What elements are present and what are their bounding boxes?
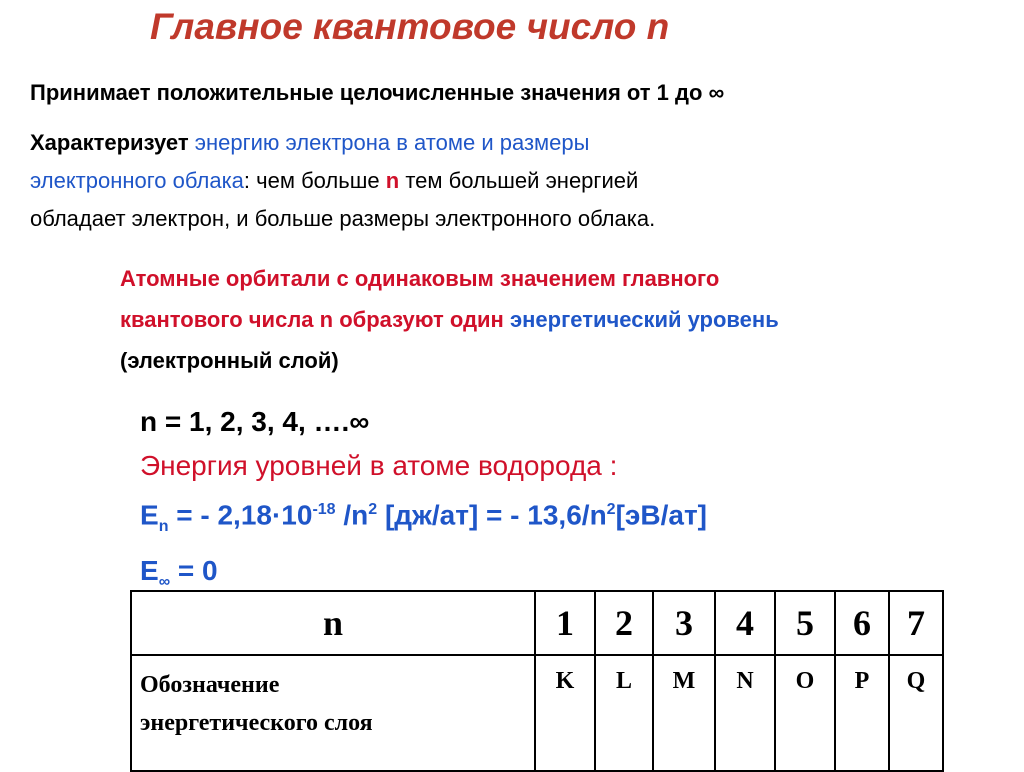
orbitals-line2: квантового числа n образуют один bbox=[120, 307, 504, 332]
header-number-cell: 2 bbox=[595, 591, 653, 655]
comparison-text: : чем больше bbox=[243, 168, 380, 193]
en-square1: 2 bbox=[368, 501, 378, 518]
energy-text: тем большей энергией bbox=[405, 168, 639, 193]
n-values: n = 1, 2, 3, 4, ….∞ bbox=[140, 406, 370, 437]
characterizes-word: Характеризует bbox=[30, 130, 189, 155]
header-number-cell: 5 bbox=[775, 591, 835, 655]
header-n-cell: n bbox=[131, 591, 535, 655]
orbitals-line1: Атомные орбитали с одинаковым значением главного bbox=[120, 266, 720, 291]
en-tail2: [дж/ат] = - 13,6/n bbox=[384, 499, 607, 531]
layer-label-line1: Обозначение bbox=[140, 672, 280, 698]
table-layer-row bbox=[131, 655, 943, 771]
formulas-block bbox=[140, 400, 707, 605]
energy-level-term: энергетический уровень bbox=[509, 307, 779, 332]
n-symbol: n bbox=[385, 168, 400, 193]
en-tail1: /n bbox=[343, 499, 369, 531]
header-number-cell: 1 bbox=[535, 591, 595, 655]
layer-code-cell: O bbox=[775, 655, 835, 771]
energy-formula bbox=[140, 488, 707, 549]
en-mid: = - 2,18·10 bbox=[176, 499, 313, 531]
einf-subscript: ∞ bbox=[158, 573, 171, 591]
energy-layers-table bbox=[130, 590, 944, 772]
slide-title: Главное квантовое число n bbox=[150, 6, 670, 47]
conclusion-text: обладает электрон, и больше размеры электронного облака. bbox=[30, 206, 656, 231]
energy-phrase: энергию электрона в атоме и размеры bbox=[194, 130, 590, 155]
orbitals-paragraph bbox=[120, 258, 1020, 381]
layer-code-cell: L bbox=[595, 655, 653, 771]
en-tail3: [эВ/ат] bbox=[615, 499, 707, 531]
characterization-paragraph bbox=[30, 124, 930, 238]
en-exponent: -18 bbox=[312, 501, 336, 518]
table-header-row bbox=[131, 591, 943, 655]
energy-caption: Энергия уровней в атоме водорода : bbox=[140, 450, 618, 481]
header-number-cell: 6 bbox=[835, 591, 889, 655]
header-number-cell: 4 bbox=[715, 591, 775, 655]
header-number-cell: 7 bbox=[889, 591, 943, 655]
layer-label-line2: энергетического слоя bbox=[140, 710, 373, 736]
values-statement: Принимает положительные целочисленные значения от 1 до ∞ bbox=[30, 80, 725, 105]
layer-label-cell bbox=[131, 655, 535, 771]
electron-shell-term: (электронный слой) bbox=[120, 348, 339, 373]
en-square2: 2 bbox=[606, 501, 616, 518]
einf-symbol: E bbox=[140, 554, 159, 586]
einf-tail: = 0 bbox=[177, 554, 218, 586]
layer-code-cell: K bbox=[535, 655, 595, 771]
header-number-cell: 3 bbox=[653, 591, 715, 655]
layer-code-cell: N bbox=[715, 655, 775, 771]
layer-code-cell: P bbox=[835, 655, 889, 771]
en-subscript: n bbox=[158, 517, 169, 535]
layer-code-cell: Q bbox=[889, 655, 943, 771]
cloud-phrase: электронного облака bbox=[30, 168, 244, 193]
layer-code-cell: M bbox=[653, 655, 715, 771]
en-symbol: E bbox=[140, 499, 159, 531]
